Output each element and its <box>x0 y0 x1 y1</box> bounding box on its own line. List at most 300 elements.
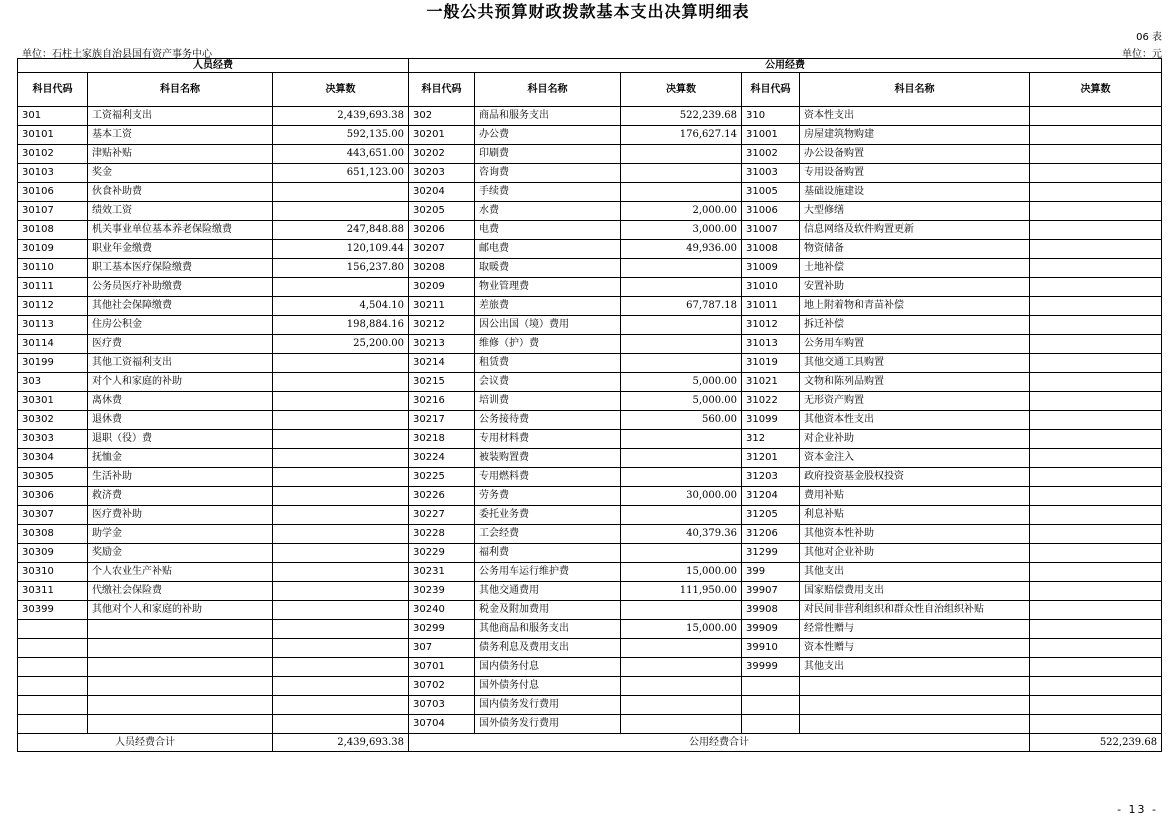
goods-code-cell: 30211 <box>409 297 475 316</box>
capital-code-cell: 31007 <box>742 221 800 240</box>
goods-name-cell: 维修（护）费 <box>475 335 621 354</box>
capital-name-cell: 资本性支出 <box>800 107 1030 126</box>
personnel-amount-cell: 443,651.00 <box>273 145 409 164</box>
capital-code-cell: 31008 <box>742 240 800 259</box>
reporting-unit: 单位：石柱土家族自治县国有资产事务中心 <box>22 49 212 60</box>
table-row <box>18 430 1162 449</box>
goods-code-cell: 302 <box>409 107 475 126</box>
personnel-name-cell <box>88 696 273 715</box>
personnel-name-cell: 其他社会保障缴费 <box>88 297 273 316</box>
goods-code-cell: 30208 <box>409 259 475 278</box>
col-header-code: 科目代码 <box>742 73 800 107</box>
goods-amount-cell: 5,000.00 <box>621 373 742 392</box>
personnel-code-cell: 30110 <box>18 259 88 278</box>
personnel-code-cell: 30199 <box>18 354 88 373</box>
goods-amount-cell: 15,000.00 <box>621 620 742 639</box>
personnel-code-cell: 30301 <box>18 392 88 411</box>
personnel-name-cell: 个人农业生产补贴 <box>88 563 273 582</box>
capital-name-cell: 拆迁补偿 <box>800 316 1030 335</box>
col-header-name: 科目名称 <box>800 73 1030 107</box>
capital-name-cell: 安置补助 <box>800 278 1030 297</box>
col-header-amount: 决算数 <box>1030 73 1162 107</box>
capital-code-cell: 31205 <box>742 506 800 525</box>
personnel-amount-cell <box>273 202 409 221</box>
personnel-name-cell: 抚恤金 <box>88 449 273 468</box>
goods-name-cell: 国内债务付息 <box>475 658 621 677</box>
capital-name-cell: 经常性赠与 <box>800 620 1030 639</box>
column-header-row <box>18 73 1162 107</box>
table-row <box>18 468 1162 487</box>
goods-amount-cell <box>621 164 742 183</box>
capital-code-cell: 31204 <box>742 487 800 506</box>
capital-name-cell: 其他支出 <box>800 563 1030 582</box>
personnel-code-cell <box>18 696 88 715</box>
capital-amount-cell <box>1030 582 1162 601</box>
table-row <box>18 221 1162 240</box>
capital-name-cell: 信息网络及软件购置更新 <box>800 221 1030 240</box>
personnel-amount-cell <box>273 544 409 563</box>
goods-code-cell: 30216 <box>409 392 475 411</box>
table-row <box>18 373 1162 392</box>
capital-name-cell <box>800 696 1030 715</box>
goods-amount-cell: 111,950.00 <box>621 582 742 601</box>
personnel-name-cell: 工资福利支出 <box>88 107 273 126</box>
personnel-name-cell <box>88 658 273 677</box>
personnel-code-cell: 30399 <box>18 601 88 620</box>
goods-code-cell: 30202 <box>409 145 475 164</box>
capital-amount-cell <box>1030 202 1162 221</box>
table-row <box>18 316 1162 335</box>
expenditure-table <box>17 58 1162 752</box>
capital-name-cell: 其他交通工具购置 <box>800 354 1030 373</box>
capital-amount-cell <box>1030 316 1162 335</box>
goods-amount-cell <box>621 259 742 278</box>
table-row <box>18 392 1162 411</box>
goods-amount-cell <box>621 449 742 468</box>
goods-amount-cell: 30,000.00 <box>621 487 742 506</box>
personnel-code-cell <box>18 715 88 734</box>
personnel-amount-cell <box>273 715 409 734</box>
capital-code-cell: 31009 <box>742 259 800 278</box>
goods-name-cell: 国外债务付息 <box>475 677 621 696</box>
personnel-code-cell: 30302 <box>18 411 88 430</box>
goods-name-cell: 手续费 <box>475 183 621 202</box>
capital-amount-cell <box>1030 696 1162 715</box>
capital-name-cell: 土地补偿 <box>800 259 1030 278</box>
goods-amount-cell <box>621 335 742 354</box>
goods-code-cell: 30203 <box>409 164 475 183</box>
personnel-amount-cell: 592,135.00 <box>273 126 409 145</box>
public-group-header: 公用经费 <box>409 59 1162 73</box>
goods-name-cell: 被装购置费 <box>475 449 621 468</box>
personnel-amount-cell <box>273 183 409 202</box>
capital-amount-cell <box>1030 544 1162 563</box>
goods-name-cell: 因公出国（境）费用 <box>475 316 621 335</box>
personnel-amount-cell <box>273 582 409 601</box>
capital-name-cell: 专用设备购置 <box>800 164 1030 183</box>
capital-name-cell: 资本金注入 <box>800 449 1030 468</box>
goods-name-cell: 邮电费 <box>475 240 621 259</box>
goods-name-cell: 租赁费 <box>475 354 621 373</box>
personnel-name-cell: 奖励金 <box>88 544 273 563</box>
personnel-amount-cell <box>273 677 409 696</box>
table-row <box>18 658 1162 677</box>
goods-code-cell: 30702 <box>409 677 475 696</box>
goods-amount-cell <box>621 183 742 202</box>
capital-amount-cell <box>1030 297 1162 316</box>
personnel-name-cell: 代缴社会保险费 <box>88 582 273 601</box>
goods-code-cell: 30218 <box>409 430 475 449</box>
personnel-amount-cell: 198,884.16 <box>273 316 409 335</box>
table-row <box>18 107 1162 126</box>
capital-amount-cell <box>1030 677 1162 696</box>
personnel-name-cell: 助学金 <box>88 525 273 544</box>
goods-name-cell: 办公费 <box>475 126 621 145</box>
personnel-name-cell <box>88 677 273 696</box>
capital-amount-cell <box>1030 658 1162 677</box>
capital-name-cell <box>800 677 1030 696</box>
personnel-name-cell: 救济费 <box>88 487 273 506</box>
personnel-amount-cell <box>273 354 409 373</box>
table-row <box>18 164 1162 183</box>
capital-code-cell: 31299 <box>742 544 800 563</box>
goods-amount-cell <box>621 658 742 677</box>
goods-code-cell: 30204 <box>409 183 475 202</box>
capital-name-cell: 其他对企业补助 <box>800 544 1030 563</box>
goods-amount-cell <box>621 639 742 658</box>
personnel-code-cell: 301 <box>18 107 88 126</box>
personnel-amount-cell: 2,439,693.38 <box>273 107 409 126</box>
personnel-group-header: 人员经费 <box>18 59 409 73</box>
personnel-name-cell: 职业年金缴费 <box>88 240 273 259</box>
personnel-code-cell: 30304 <box>18 449 88 468</box>
capital-amount-cell <box>1030 164 1162 183</box>
personnel-code-cell: 30109 <box>18 240 88 259</box>
goods-code-cell: 30227 <box>409 506 475 525</box>
goods-name-cell: 商品和服务支出 <box>475 107 621 126</box>
goods-name-cell: 水费 <box>475 202 621 221</box>
capital-name-cell: 费用补贴 <box>800 487 1030 506</box>
personnel-code-cell: 30113 <box>18 316 88 335</box>
personnel-name-cell: 奖金 <box>88 164 273 183</box>
personnel-amount-cell: 25,200.00 <box>273 335 409 354</box>
goods-code-cell: 307 <box>409 639 475 658</box>
capital-name-cell: 基础设施建设 <box>800 183 1030 202</box>
goods-name-cell: 税金及附加费用 <box>475 601 621 620</box>
goods-name-cell: 专用燃料费 <box>475 468 621 487</box>
personnel-amount-cell: 120,109.44 <box>273 240 409 259</box>
goods-name-cell: 培训费 <box>475 392 621 411</box>
capital-amount-cell <box>1030 183 1162 202</box>
personnel-total-value: 2,439,693.38 <box>273 734 409 752</box>
table-row <box>18 563 1162 582</box>
personnel-amount-cell <box>273 696 409 715</box>
capital-amount-cell <box>1030 620 1162 639</box>
personnel-amount-cell: 4,504.10 <box>273 297 409 316</box>
goods-name-cell: 债务利息及费用支出 <box>475 639 621 658</box>
goods-code-cell: 30213 <box>409 335 475 354</box>
capital-code-cell: 310 <box>742 107 800 126</box>
capital-code-cell: 39909 <box>742 620 800 639</box>
goods-amount-cell: 176,627.14 <box>621 126 742 145</box>
group-header-row <box>18 59 1162 73</box>
capital-amount-cell <box>1030 601 1162 620</box>
capital-name-cell <box>800 715 1030 734</box>
capital-amount-cell <box>1030 468 1162 487</box>
personnel-code-cell: 30108 <box>18 221 88 240</box>
goods-name-cell: 委托业务费 <box>475 506 621 525</box>
capital-name-cell: 其他资本性补助 <box>800 525 1030 544</box>
goods-amount-cell <box>621 145 742 164</box>
capital-amount-cell <box>1030 373 1162 392</box>
table-row <box>18 278 1162 297</box>
personnel-code-cell <box>18 639 88 658</box>
personnel-code-cell: 30107 <box>18 202 88 221</box>
capital-code-cell: 31003 <box>742 164 800 183</box>
goods-code-cell: 30225 <box>409 468 475 487</box>
capital-code-cell: 31206 <box>742 525 800 544</box>
goods-name-cell: 物业管理费 <box>475 278 621 297</box>
personnel-name-cell: 生活补助 <box>88 468 273 487</box>
personnel-code-cell: 30311 <box>18 582 88 601</box>
capital-name-cell: 其他支出 <box>800 658 1030 677</box>
capital-name-cell: 其他资本性支出 <box>800 411 1030 430</box>
capital-code-cell <box>742 677 800 696</box>
goods-name-cell: 劳务费 <box>475 487 621 506</box>
goods-name-cell: 福利费 <box>475 544 621 563</box>
goods-code-cell: 30231 <box>409 563 475 582</box>
goods-code-cell: 30226 <box>409 487 475 506</box>
goods-name-cell: 取暖费 <box>475 259 621 278</box>
capital-name-cell: 对民间非营利组织和群众性自治组织补贴 <box>800 601 1030 620</box>
goods-name-cell: 工会经费 <box>475 525 621 544</box>
capital-amount-cell <box>1030 525 1162 544</box>
table-row <box>18 449 1162 468</box>
capital-amount-cell <box>1030 278 1162 297</box>
capital-amount-cell <box>1030 639 1162 658</box>
public-total-label: 公用经费合计 <box>409 734 1030 752</box>
capital-amount-cell <box>1030 563 1162 582</box>
table-row <box>18 639 1162 658</box>
col-header-code: 科目代码 <box>409 73 475 107</box>
personnel-code-cell: 30114 <box>18 335 88 354</box>
goods-code-cell: 30229 <box>409 544 475 563</box>
goods-name-cell: 会议费 <box>475 373 621 392</box>
goods-amount-cell <box>621 316 742 335</box>
capital-name-cell: 政府投资基金股权投资 <box>800 468 1030 487</box>
capital-name-cell: 对企业补助 <box>800 430 1030 449</box>
capital-code-cell: 39999 <box>742 658 800 677</box>
personnel-code-cell: 30102 <box>18 145 88 164</box>
capital-code-cell: 31005 <box>742 183 800 202</box>
table-row <box>18 240 1162 259</box>
goods-name-cell: 咨询费 <box>475 164 621 183</box>
col-header-code: 科目代码 <box>18 73 88 107</box>
table-row <box>18 297 1162 316</box>
capital-amount-cell <box>1030 354 1162 373</box>
goods-amount-cell: 5,000.00 <box>621 392 742 411</box>
capital-amount-cell <box>1030 221 1162 240</box>
capital-code-cell: 31203 <box>742 468 800 487</box>
personnel-amount-cell <box>273 601 409 620</box>
capital-code-cell <box>742 696 800 715</box>
goods-amount-cell <box>621 354 742 373</box>
goods-amount-cell: 522,239.68 <box>621 107 742 126</box>
personnel-amount-cell <box>273 639 409 658</box>
goods-amount-cell <box>621 506 742 525</box>
table-row <box>18 259 1162 278</box>
goods-name-cell: 印刷费 <box>475 145 621 164</box>
capital-code-cell: 39908 <box>742 601 800 620</box>
public-total-value: 522,239.68 <box>1030 734 1162 752</box>
personnel-code-cell: 303 <box>18 373 88 392</box>
goods-amount-cell <box>621 696 742 715</box>
capital-code-cell: 31099 <box>742 411 800 430</box>
goods-code-cell: 30201 <box>409 126 475 145</box>
table-row <box>18 335 1162 354</box>
table-row <box>18 544 1162 563</box>
capital-code-cell: 31010 <box>742 278 800 297</box>
personnel-name-cell: 离休费 <box>88 392 273 411</box>
goods-code-cell: 30215 <box>409 373 475 392</box>
capital-code-cell: 39907 <box>742 582 800 601</box>
table-row <box>18 620 1162 639</box>
personnel-amount-cell: 247,848.88 <box>273 221 409 240</box>
goods-amount-cell: 67,787.18 <box>621 297 742 316</box>
table-row <box>18 145 1162 164</box>
personnel-amount-cell: 156,237.80 <box>273 259 409 278</box>
goods-code-cell: 30224 <box>409 449 475 468</box>
col-header-name: 科目名称 <box>475 73 621 107</box>
capital-code-cell: 31002 <box>742 145 800 164</box>
capital-amount-cell <box>1030 411 1162 430</box>
personnel-name-cell: 退职（役）费 <box>88 430 273 449</box>
capital-amount-cell <box>1030 335 1162 354</box>
goods-code-cell: 30703 <box>409 696 475 715</box>
goods-name-cell: 其他商品和服务支出 <box>475 620 621 639</box>
personnel-code-cell: 30306 <box>18 487 88 506</box>
personnel-code-cell: 30106 <box>18 183 88 202</box>
table-row <box>18 183 1162 202</box>
personnel-amount-cell <box>273 468 409 487</box>
personnel-amount-cell <box>273 506 409 525</box>
capital-code-cell: 31019 <box>742 354 800 373</box>
personnel-amount-cell <box>273 411 409 430</box>
personnel-code-cell <box>18 658 88 677</box>
capital-amount-cell <box>1030 392 1162 411</box>
personnel-name-cell: 津贴补贴 <box>88 145 273 164</box>
goods-code-cell: 30207 <box>409 240 475 259</box>
capital-code-cell: 31011 <box>742 297 800 316</box>
goods-code-cell: 30217 <box>409 411 475 430</box>
personnel-code-cell <box>18 677 88 696</box>
table-row <box>18 525 1162 544</box>
goods-amount-cell <box>621 430 742 449</box>
personnel-name-cell: 医疗费 <box>88 335 273 354</box>
col-header-amount: 决算数 <box>273 73 409 107</box>
personnel-code-cell: 30112 <box>18 297 88 316</box>
report-title: 一般公共预算财政拨款基本支出决算明细表 <box>426 2 750 21</box>
personnel-code-cell: 30310 <box>18 563 88 582</box>
personnel-code-cell: 30103 <box>18 164 88 183</box>
personnel-code-cell: 30101 <box>18 126 88 145</box>
goods-name-cell: 公务接待费 <box>475 411 621 430</box>
goods-name-cell: 国内债务发行费用 <box>475 696 621 715</box>
goods-code-cell: 30240 <box>409 601 475 620</box>
personnel-code-cell: 30308 <box>18 525 88 544</box>
goods-amount-cell <box>621 601 742 620</box>
totals-row <box>18 734 1162 752</box>
personnel-amount-cell <box>273 373 409 392</box>
goods-name-cell: 专用材料费 <box>475 430 621 449</box>
personnel-code-cell <box>18 620 88 639</box>
page-number: - 13 - <box>1117 803 1158 816</box>
goods-code-cell: 30212 <box>409 316 475 335</box>
personnel-code-cell: 30307 <box>18 506 88 525</box>
personnel-total-label: 人员经费合计 <box>18 734 273 752</box>
personnel-amount-cell: 651,123.00 <box>273 164 409 183</box>
capital-code-cell <box>742 715 800 734</box>
capital-amount-cell <box>1030 487 1162 506</box>
goods-amount-cell <box>621 677 742 696</box>
capital-code-cell: 31013 <box>742 335 800 354</box>
personnel-name-cell: 绩效工资 <box>88 202 273 221</box>
table-row <box>18 601 1162 620</box>
personnel-code-cell: 30111 <box>18 278 88 297</box>
goods-code-cell: 30214 <box>409 354 475 373</box>
capital-name-cell: 物资储备 <box>800 240 1030 259</box>
personnel-code-cell: 30309 <box>18 544 88 563</box>
capital-code-cell: 31021 <box>742 373 800 392</box>
capital-amount-cell <box>1030 107 1162 126</box>
goods-amount-cell <box>621 468 742 487</box>
personnel-name-cell: 其他工资福利支出 <box>88 354 273 373</box>
personnel-amount-cell <box>273 658 409 677</box>
personnel-amount-cell <box>273 563 409 582</box>
goods-amount-cell <box>621 715 742 734</box>
capital-amount-cell <box>1030 449 1162 468</box>
goods-amount-cell <box>621 278 742 297</box>
personnel-name-cell <box>88 620 273 639</box>
table-row <box>18 202 1162 221</box>
col-header-amount: 决算数 <box>621 73 742 107</box>
capital-amount-cell <box>1030 715 1162 734</box>
table-row <box>18 354 1162 373</box>
personnel-amount-cell <box>273 449 409 468</box>
personnel-name-cell: 住房公积金 <box>88 316 273 335</box>
capital-code-cell: 31201 <box>742 449 800 468</box>
goods-name-cell: 差旅费 <box>475 297 621 316</box>
personnel-name-cell: 其他对个人和家庭的补助 <box>88 601 273 620</box>
table-row <box>18 696 1162 715</box>
goods-code-cell: 30209 <box>409 278 475 297</box>
capital-amount-cell <box>1030 259 1162 278</box>
goods-amount-cell: 49,936.00 <box>621 240 742 259</box>
personnel-name-cell: 职工基本医疗保险缴费 <box>88 259 273 278</box>
goods-code-cell: 30239 <box>409 582 475 601</box>
col-header-name: 科目名称 <box>88 73 273 107</box>
capital-name-cell: 国家赔偿费用支出 <box>800 582 1030 601</box>
table-row <box>18 411 1162 430</box>
capital-code-cell: 31001 <box>742 126 800 145</box>
goods-amount-cell: 40,379.36 <box>621 525 742 544</box>
personnel-name-cell: 对个人和家庭的补助 <box>88 373 273 392</box>
goods-amount-cell: 2,000.00 <box>621 202 742 221</box>
capital-name-cell: 大型修缮 <box>800 202 1030 221</box>
capital-name-cell: 公务用车购置 <box>800 335 1030 354</box>
goods-code-cell: 30701 <box>409 658 475 677</box>
capital-amount-cell <box>1030 240 1162 259</box>
